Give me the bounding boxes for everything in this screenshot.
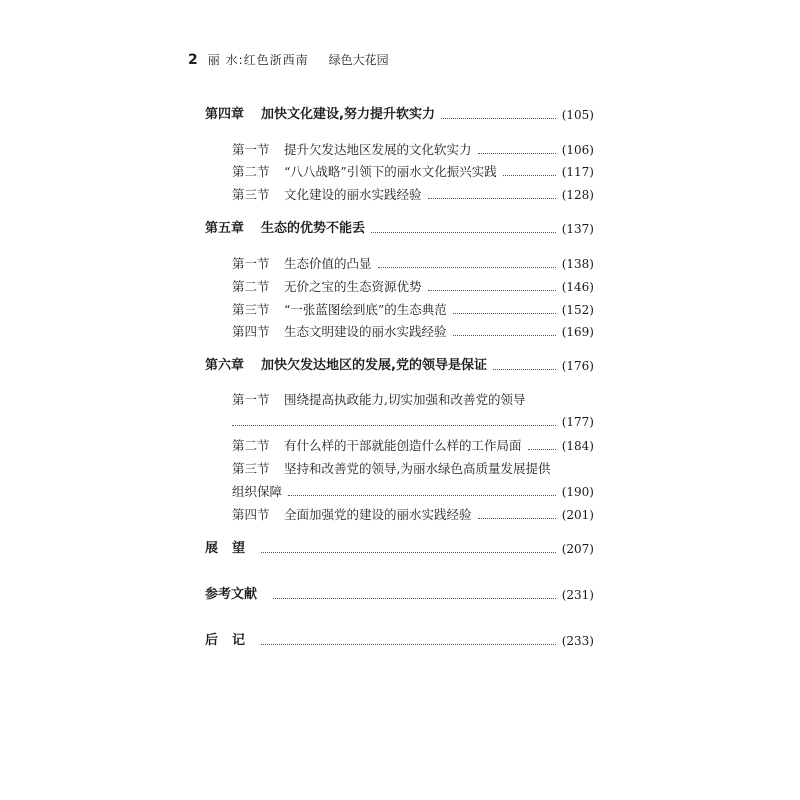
section-title: 围绕提高执政能力,切实加强和改善党的领导 — [284, 392, 526, 407]
afterword-label: 后记 — [205, 633, 260, 648]
dot-leader — [453, 313, 556, 314]
page-ref: (201) — [561, 508, 594, 522]
section-label: 第一节 — [232, 392, 270, 407]
section-title: “八八战略”引领下的丽水文化振兴实践 — [284, 164, 497, 179]
section-title: 提升欠发达地区发展的文化软实力 — [284, 142, 472, 157]
dot-leader — [441, 118, 556, 119]
page-ref: (177) — [561, 415, 594, 429]
toc-section-6-4[interactable] — [232, 505, 594, 525]
section-label: 第一节 — [232, 142, 270, 157]
dot-leader — [528, 449, 556, 450]
toc-afterword[interactable] — [205, 631, 594, 651]
dot-leader — [378, 267, 556, 268]
dot-leader — [428, 198, 556, 199]
toc-outlook[interactable] — [205, 539, 594, 559]
section-label: 第三节 — [232, 187, 270, 202]
page-ref: (106) — [561, 143, 594, 157]
section-label: 第一节 — [232, 256, 270, 271]
dot-leader — [478, 518, 556, 519]
toc-chapter-5[interactable] — [205, 219, 594, 239]
section-label: 第三节 — [232, 461, 270, 476]
toc-section-4-1[interactable] — [232, 140, 594, 160]
dot-leader — [288, 495, 556, 496]
section-title: 坚持和改善党的领导,为丽水绿色高质量发展提供 — [284, 461, 551, 476]
toc-section-4-2[interactable] — [232, 162, 594, 182]
dot-leader — [503, 175, 556, 176]
section-title: “一张蓝图绘到底”的生态典范 — [284, 302, 447, 317]
book-subtitle: 绿色大花园 — [328, 53, 389, 67]
toc-section-6-2[interactable] — [232, 436, 594, 456]
section-label: 第二节 — [232, 438, 270, 453]
section-title: 有什么样的干部就能创造什么样的工作局面 — [284, 438, 522, 453]
dot-leader — [232, 425, 556, 426]
section-title: 文化建设的丽水实践经验 — [284, 187, 422, 202]
page-ref: (105) — [561, 108, 594, 122]
section-title: 生态文明建设的丽水实践经验 — [284, 324, 447, 339]
toc-section-5-1[interactable] — [232, 254, 594, 274]
chapter-title: 加快欠发达地区的发展,党的领导是保证 — [261, 358, 487, 373]
page-ref: (190) — [561, 485, 594, 499]
toc-section-6-1-continuation[interactable] — [232, 412, 594, 432]
page-ref: (152) — [561, 303, 594, 317]
page-ref: (207) — [561, 542, 594, 556]
dot-leader — [371, 232, 556, 233]
section-label: 第二节 — [232, 164, 270, 179]
section-label: 第三节 — [232, 302, 270, 317]
toc-section-5-4[interactable] — [232, 322, 594, 342]
page-ref: (233) — [561, 634, 594, 648]
page-ref: (169) — [561, 325, 594, 339]
chapter-label: 第六章 — [205, 358, 245, 373]
book-title: 丽 水:红色浙西南 — [207, 53, 309, 67]
page-ref: (137) — [561, 222, 594, 236]
outlook-label: 展望 — [205, 541, 260, 556]
dot-leader — [493, 369, 556, 370]
chapter-label: 第四章 — [205, 107, 245, 122]
chapter-label: 第五章 — [205, 221, 245, 236]
page-ref: (128) — [561, 188, 594, 202]
dot-leader — [261, 552, 556, 553]
section-label: 第四节 — [232, 324, 270, 339]
page-ref: (184) — [561, 439, 594, 453]
references-label: 参考文献 — [205, 587, 258, 602]
section-label: 第二节 — [232, 279, 270, 294]
page-ref: (117) — [561, 165, 594, 179]
dot-leader — [478, 153, 556, 154]
page-ref: (176) — [561, 359, 594, 373]
toc-section-6-3-continuation[interactable] — [232, 482, 594, 502]
section-label: 第四节 — [232, 507, 270, 522]
page-ref: (146) — [561, 280, 594, 294]
section-title: 生态价值的凸显 — [284, 256, 372, 271]
toc-section-4-3[interactable] — [232, 185, 594, 205]
page-ref: (231) — [561, 588, 594, 602]
section-title-continued: 组织保障 — [232, 484, 283, 499]
page-number: 2 — [188, 52, 198, 68]
toc-section-6-3[interactable] — [232, 459, 594, 479]
toc-references[interactable] — [205, 585, 594, 605]
chapter-title: 加快文化建设,努力提升软实力 — [261, 107, 435, 122]
dot-leader — [453, 335, 556, 336]
toc-section-6-1[interactable] — [232, 390, 594, 410]
page-ref: (138) — [561, 257, 594, 271]
section-title: 无价之宝的生态资源优势 — [284, 279, 422, 294]
chapter-title: 生态的优势不能丢 — [261, 221, 366, 236]
dot-leader — [261, 644, 556, 645]
toc-chapter-6[interactable] — [205, 356, 594, 376]
dot-leader — [273, 598, 556, 599]
section-title: 全面加强党的建设的丽水实践经验 — [284, 507, 472, 522]
toc-section-5-2[interactable] — [232, 277, 594, 297]
dot-leader — [428, 290, 556, 291]
toc-section-5-3[interactable] — [232, 300, 594, 320]
toc-chapter-4[interactable] — [205, 105, 594, 125]
